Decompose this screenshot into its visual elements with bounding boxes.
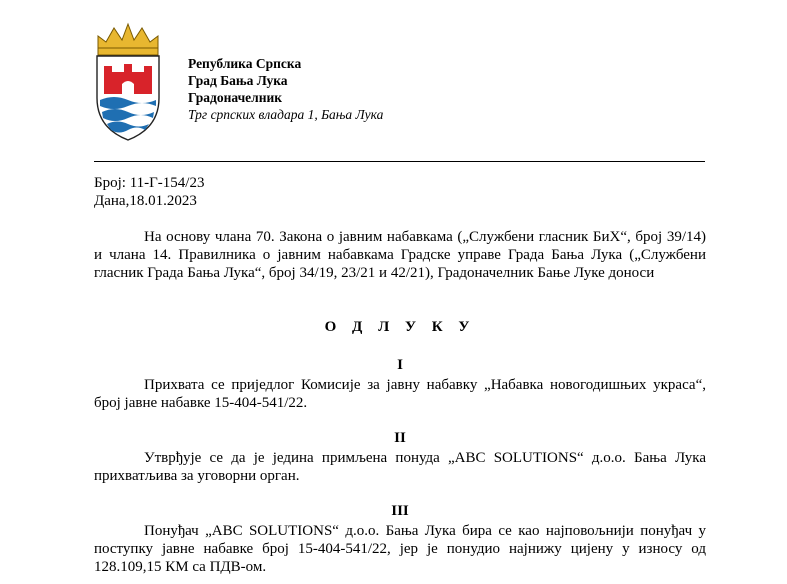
section-number: I: [397, 357, 403, 373]
header-republic: Република Српска: [188, 56, 302, 71]
section-text: Прихвата се приједлог Комисије за јавну набавку „Набавка новогодишњих украса“, број јавне набавке 15-404-541/22.: [94, 377, 706, 411]
letterhead: [188, 55, 383, 123]
section-number: III: [391, 503, 409, 519]
document-date: Дана,18.01.2023: [94, 193, 197, 209]
document-meta: [94, 174, 204, 210]
coat-of-arms-icon: [92, 20, 164, 144]
section-text: Понуђач „ABC SOLUTIONS“ д.о.о. Бања Лука бира се као најповољнији понуђач у поступку јавне набавке број 15-404-541/22, јер је понудио најнижу цијену у износу од 128.109,15 КМ са ПДВ-ом.: [94, 523, 706, 575]
section-number: II: [394, 430, 406, 446]
preamble-paragraph: На основу члана 70. Закона о јавним набавкама („Службени гласник БиХ“, број 39/14) и члана 14. Правилника о јавним набавкама Градске управе Града Бања Лука („Службени гласник Града Бања Лука“, број 34/19, 23/21 и 42/21), Градоначелник Бање Луке доноси: [94, 229, 706, 281]
header-divider: [94, 161, 705, 162]
header-office: Градоначелник: [188, 90, 283, 105]
decision-title: О Д Л У К У: [324, 319, 476, 335]
header-address: Трг српских владара 1, Бања Лука: [188, 107, 384, 122]
header-city: Град Бања Лука: [188, 73, 288, 88]
document-number: Број: 11-Г-154/23: [94, 175, 205, 191]
section-text: Утврђује се да је једина примљена понуда „ABC SOLUTIONS“ д.о.о. Бања Лука прихватљива за уговорни орган.: [94, 450, 706, 484]
